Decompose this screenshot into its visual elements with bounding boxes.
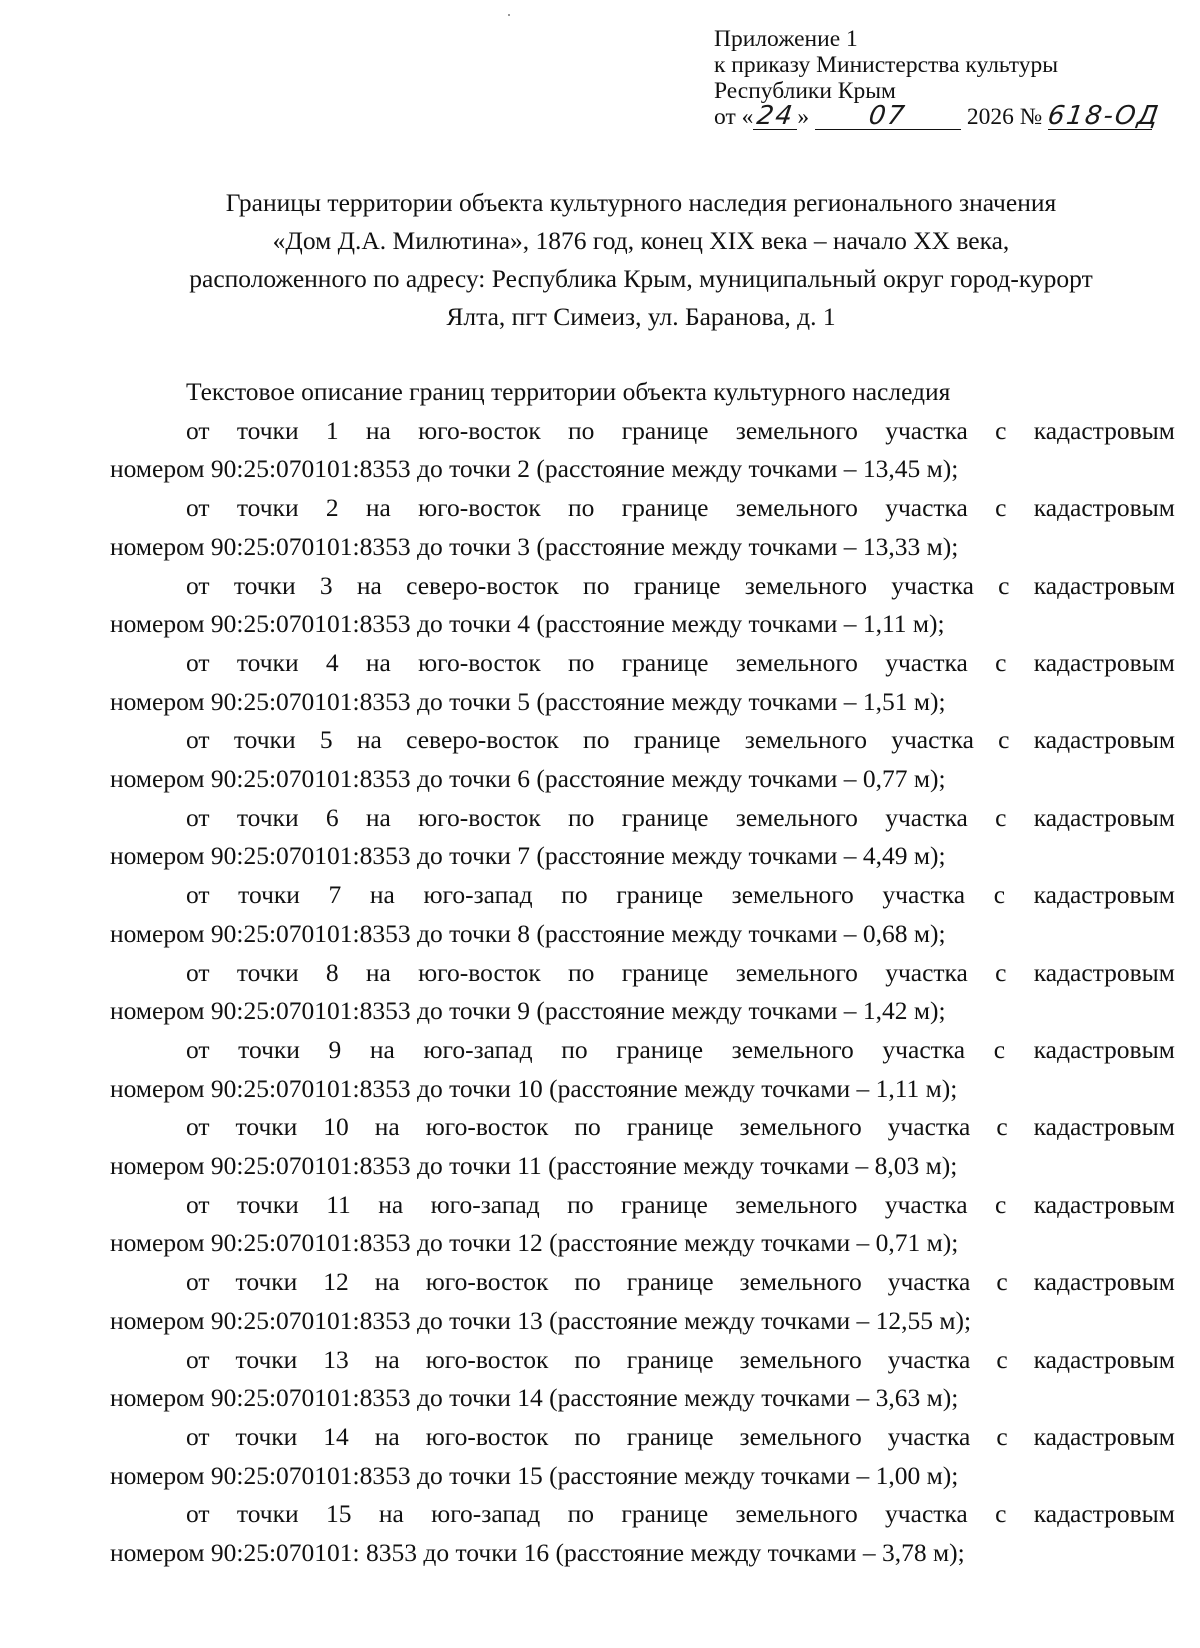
segment-second-line: номером 90:25:070101:8353 до точки 9 (расстояние между точками – 1,42 м); [110,996,946,1026]
segment-word: участка [887,1421,971,1451]
segment-word: от [186,1499,210,1529]
segment-word: точки [233,725,296,755]
segment-word: кадастровым [1033,957,1175,987]
segment-second-line: номером 90:25:070101: 8353 до точки 16 (расстояние между точками – 3,78 м); [110,1538,965,1568]
segment-word: на [365,415,391,445]
segment-word: точки [238,880,300,910]
segment-word: юго-запад [431,1499,541,1529]
segment-first-line [110,876,1175,915]
segment-word: на [356,725,382,755]
boundary-segment [110,1495,1175,1572]
segment-word: границе [626,1344,714,1374]
segment-word: от [186,880,210,910]
segment-word: северо-восток [406,570,559,600]
segment-words [186,799,1175,838]
segment-words [186,1495,1175,1534]
segment-word: с [995,957,1007,987]
segment-word: от [186,957,210,987]
segment-word: от [186,570,210,600]
segment-first-line [110,567,1175,606]
segment-word: от [186,647,210,677]
segment-words [186,876,1175,915]
document-body [110,373,1175,1573]
segment-word: по [568,957,595,987]
segment-word: точки [238,1034,300,1064]
segment-word: участка [891,725,974,755]
segment-second-line: номером 90:25:070101:8353 до точки 2 (расстояние между точками – 13,45 м); [110,454,959,484]
segment-word: точки [233,570,296,600]
boundary-segment [110,1418,1175,1495]
segment-words [186,954,1175,993]
segment-word: 14 [323,1421,349,1451]
boundary-segments [110,412,1175,1573]
segment-word: с [995,415,1007,445]
segment-word: земельного [739,1344,862,1374]
segment-second-line: номером 90:25:070101:8353 до точки 11 (расстояние между точками – 8,03 м); [110,1151,958,1181]
segment-word: от [186,415,210,445]
segment-first-line [110,412,1175,451]
segment-word: кадастровым [1033,1421,1175,1451]
segment-word: земельного [735,415,858,445]
date-mid: » [797,104,810,130]
segment-second-line: номером 90:25:070101:8353 до точки 4 (расстояние между точками – 1,11 м); [110,609,945,639]
segment-word: границе [621,647,709,677]
segment-word: по [568,493,595,523]
segment-word: юго-восток [425,1112,549,1142]
boundary-segment [110,1186,1175,1263]
segment-word: точки [235,1421,298,1451]
segment-word: от [186,1034,210,1064]
segment-word: по [567,1189,594,1219]
segment-word: 6 [325,802,339,832]
segment-word: юго-восток [425,1267,549,1297]
segment-word: земельного [744,570,867,600]
date-prefix: от « [714,104,754,130]
segment-word: 12 [323,1267,349,1297]
segment-word: от [186,1112,210,1142]
segment-word: по [561,880,588,910]
segment-word: по [561,1034,588,1064]
segment-second-line: номером 90:25:070101:8353 до точки 13 (расстояние между точками – 12,55 м); [110,1305,972,1335]
date-day-handwritten: 24 [754,101,796,131]
segment-first-line [110,1418,1175,1457]
segment-word: участка [885,802,968,832]
section-subheading: Текстовое описание границ территории объекта культурного наследия [186,377,951,406]
segment-first-line [110,1263,1175,1302]
title-line: Ялта, пгт Симеиз, ул. Баранова, д. 1 [446,302,836,331]
segment-word: участка [885,493,968,523]
segment-word: участка [885,415,968,445]
segment-word: кадастровым [1033,493,1175,523]
segment-word: границе [616,880,704,910]
boundary-segment [110,1263,1175,1340]
segment-word: точки [236,802,299,832]
segment-second-line: номером 90:25:070101:8353 до точки 3 (расстояние между точками – 13,33 м); [110,531,959,561]
segment-word: границе [621,957,709,987]
segment-word: по [574,1267,601,1297]
scan-speck [508,14,510,16]
segment-word: 7 [328,880,342,910]
segment-words [186,1186,1175,1225]
boundary-segment [110,954,1175,1031]
segment-word: юго-восток [418,493,541,523]
segment-words [186,644,1175,683]
segment-word: с [998,725,1010,755]
segment-word: на [374,1344,400,1374]
boundary-segment [110,567,1175,644]
segment-words [186,567,1175,606]
segment-word: с [993,880,1006,910]
segment-first-line [110,721,1175,760]
segment-word: по [568,647,595,677]
segment-word: точки [236,493,299,523]
segment-word: границе [626,1112,714,1142]
segment-word: на [365,647,391,677]
document-title [110,184,1172,336]
segment-word: участка [891,570,974,600]
segment-words [186,1031,1175,1070]
segment-word: земельного [735,647,858,677]
segment-word: от [186,1189,210,1219]
segment-word: на [374,1267,400,1297]
boundary-segment [110,1031,1175,1108]
segment-word: с [993,1034,1006,1064]
order-date-line [714,101,1184,131]
segment-word: 8 [325,957,339,987]
segment-word: по [574,1112,601,1142]
segment-word: юго-запад [423,1034,533,1064]
segment-first-line [110,644,1175,683]
title-line: расположенного по адресу: Республика Крым, муниципальный округ город-курорт [189,264,1093,293]
segment-word: границе [633,725,721,755]
segment-word: на [356,570,382,600]
segment-word: земельного [735,493,858,523]
segment-word: 3 [319,570,333,600]
segment-words [186,1108,1175,1147]
order-number-handwritten: 618-ОД [1045,101,1162,131]
segment-word: от [186,1267,210,1297]
segment-word: кадастровым [1033,1344,1175,1374]
title-line: «Дом Д.А. Милютина», 1876 год, конец XIX века – начало XX века, [272,226,1010,255]
segment-word: на [365,957,391,987]
segment-word: по [583,725,610,755]
segment-word: кадастровым [1033,802,1175,832]
segment-word: земельного [739,1267,862,1297]
segment-first-line [110,799,1175,838]
segment-word: по [567,1499,595,1529]
segment-word: участка [882,1034,966,1064]
segment-word: с [994,1189,1007,1219]
boundary-segment [110,721,1175,798]
segment-word: с [996,1344,1008,1374]
segment-word: от [186,802,210,832]
segment-word: юго-восток [425,1421,549,1451]
segment-word: на [369,880,395,910]
segment-first-line [110,489,1175,528]
segment-first-line [110,1495,1175,1534]
segment-word: на [374,1421,400,1451]
boundary-segment [110,799,1175,876]
segment-word: точки [235,1267,298,1297]
segment-word: границе [621,493,709,523]
segment-word: участка [884,1189,968,1219]
segment-word: юго-восток [425,1344,549,1374]
segment-word: 15 [326,1499,352,1529]
segment-word: от [186,1421,210,1451]
segment-word: границе [626,1421,714,1451]
boundary-segment [110,489,1175,566]
segment-word: по [583,570,610,600]
segment-words [186,1263,1175,1302]
segment-second-line: номером 90:25:070101:8353 до точки 15 (расстояние между точками – 1,00 м); [110,1460,959,1490]
segment-word: на [369,1034,395,1064]
segment-word: 10 [323,1112,349,1142]
segment-word: по [568,802,595,832]
segment-word: с [998,570,1010,600]
segment-first-line [110,1108,1175,1147]
segment-word: земельного [731,1034,854,1064]
segment-word: границе [626,1267,714,1297]
segment-word: кадастровым [1033,1267,1175,1297]
segment-word: участка [885,1499,968,1529]
segment-word: точки [236,1499,299,1529]
title-line: Границы территории объекта культурного наследия регионального значения [225,188,1057,217]
segment-word: земельного [735,957,858,987]
segment-second-line: номером 90:25:070101:8353 до точки 6 (расстояние между точками – 0,77 м); [110,764,946,794]
segment-word: точки [237,1189,299,1219]
segment-word: участка [885,647,968,677]
boundary-segment [110,876,1175,953]
segment-word: границе [621,415,709,445]
appendix-label: Приложение 1 [714,26,858,52]
date-year: 2026 № [966,104,1043,130]
segment-word: границе [621,802,709,832]
boundary-segment [110,412,1175,489]
segment-word: участка [887,1267,971,1297]
segment-word: на [378,1499,404,1529]
segment-second-line: номером 90:25:070101:8353 до точки 12 (расстояние между точками – 0,71 м); [110,1228,959,1258]
segment-word: юго-восток [418,647,541,677]
segment-word: кадастровым [1033,647,1175,677]
segment-word: на [378,1189,404,1219]
segment-words [186,1418,1175,1457]
segment-word: 2 [325,493,339,523]
boundary-segment [110,1341,1175,1418]
date-month-handwritten: 07 [867,101,909,131]
segment-word: точки [236,957,299,987]
segment-word: 9 [328,1034,342,1064]
segment-word: с [996,1421,1008,1451]
segment-word: с [996,1112,1008,1142]
segment-word: на [365,493,391,523]
segment-word: юго-запад [423,880,533,910]
segment-word: с [995,493,1007,523]
segment-word: юго-восток [418,802,541,832]
segment-word: земельного [739,1421,862,1451]
segment-word: земельного [739,1112,862,1142]
segment-word: на [374,1112,400,1142]
segment-word: участка [887,1112,971,1142]
segment-word: кадастровым [1033,1112,1175,1142]
segment-first-line [110,1186,1175,1225]
segment-word: с [995,802,1007,832]
segment-word: 1 [325,415,339,445]
republic-name: Республики Крым [714,78,896,104]
segment-second-line: номером 90:25:070101:8353 до точки 7 (расстояние между точками – 4,49 м); [110,841,946,871]
boundary-segment [110,1108,1175,1185]
segment-word: точки [235,1112,298,1142]
segment-word: участка [887,1344,971,1374]
segment-word: земельного [735,1189,858,1219]
segment-word: кадастровым [1033,415,1175,445]
segment-word: границе [621,1499,709,1529]
segment-word: точки [236,647,299,677]
segment-word: северо-восток [406,725,559,755]
segment-word: границе [633,570,721,600]
segment-word: с [995,647,1007,677]
segment-word: точки [235,1344,298,1374]
segment-word: кадастровым [1033,725,1175,755]
segment-word: кадастровым [1033,1034,1175,1064]
segment-word: земельного [744,725,867,755]
segment-first-line [110,954,1175,993]
segment-word: по [574,1421,601,1451]
date-day-field [753,101,797,131]
segment-word: от [186,1344,210,1374]
segment-words [186,489,1175,528]
segment-word: границе [616,1034,704,1064]
segment-word: 5 [319,725,333,755]
segment-first-line [110,1341,1175,1380]
segment-word: кадастровым [1033,880,1175,910]
date-month-field [815,101,961,131]
segment-word: земельного [735,802,858,832]
segment-word: участка [882,880,966,910]
segment-word: границе [621,1189,708,1219]
segment-word: кадастровым [1033,570,1175,600]
segment-words [186,412,1175,451]
segment-second-line: номером 90:25:070101:8353 до точки 10 (расстояние между точками – 1,11 м); [110,1073,958,1103]
segment-word: точки [236,415,299,445]
segment-word: 4 [325,647,339,677]
segment-word: от [186,493,210,523]
boundary-segment [110,644,1175,721]
segment-word: с [995,1499,1007,1529]
segment-word: по [574,1344,601,1374]
segment-word: 13 [323,1344,349,1374]
segment-word: участка [885,957,968,987]
segment-word: кадастровым [1033,1499,1175,1529]
segment-word: юго-запад [430,1189,540,1219]
segment-word: земельного [735,1499,858,1529]
segment-word: 11 [326,1189,351,1219]
segment-words [186,1341,1175,1380]
order-reference: к приказу Министерства культуры [714,52,1058,78]
segment-word: на [365,802,391,832]
segment-word: юго-восток [418,415,541,445]
segment-words [186,721,1175,760]
segment-word: от [186,725,210,755]
order-number-field [1045,101,1162,131]
segment-second-line: номером 90:25:070101:8353 до точки 14 (расстояние между точками – 3,63 м); [110,1383,959,1413]
segment-second-line: номером 90:25:070101:8353 до точки 8 (расстояние между точками – 0,68 м); [110,918,946,948]
appendix-header [714,26,1184,130]
segment-word: земельного [731,880,854,910]
segment-word: кадастровым [1033,1189,1175,1219]
segment-word: с [996,1267,1008,1297]
segment-first-line [110,1031,1175,1070]
segment-word: по [568,415,595,445]
segment-second-line: номером 90:25:070101:8353 до точки 5 (расстояние между точками – 1,51 м); [110,686,946,716]
segment-word: юго-восток [418,957,541,987]
